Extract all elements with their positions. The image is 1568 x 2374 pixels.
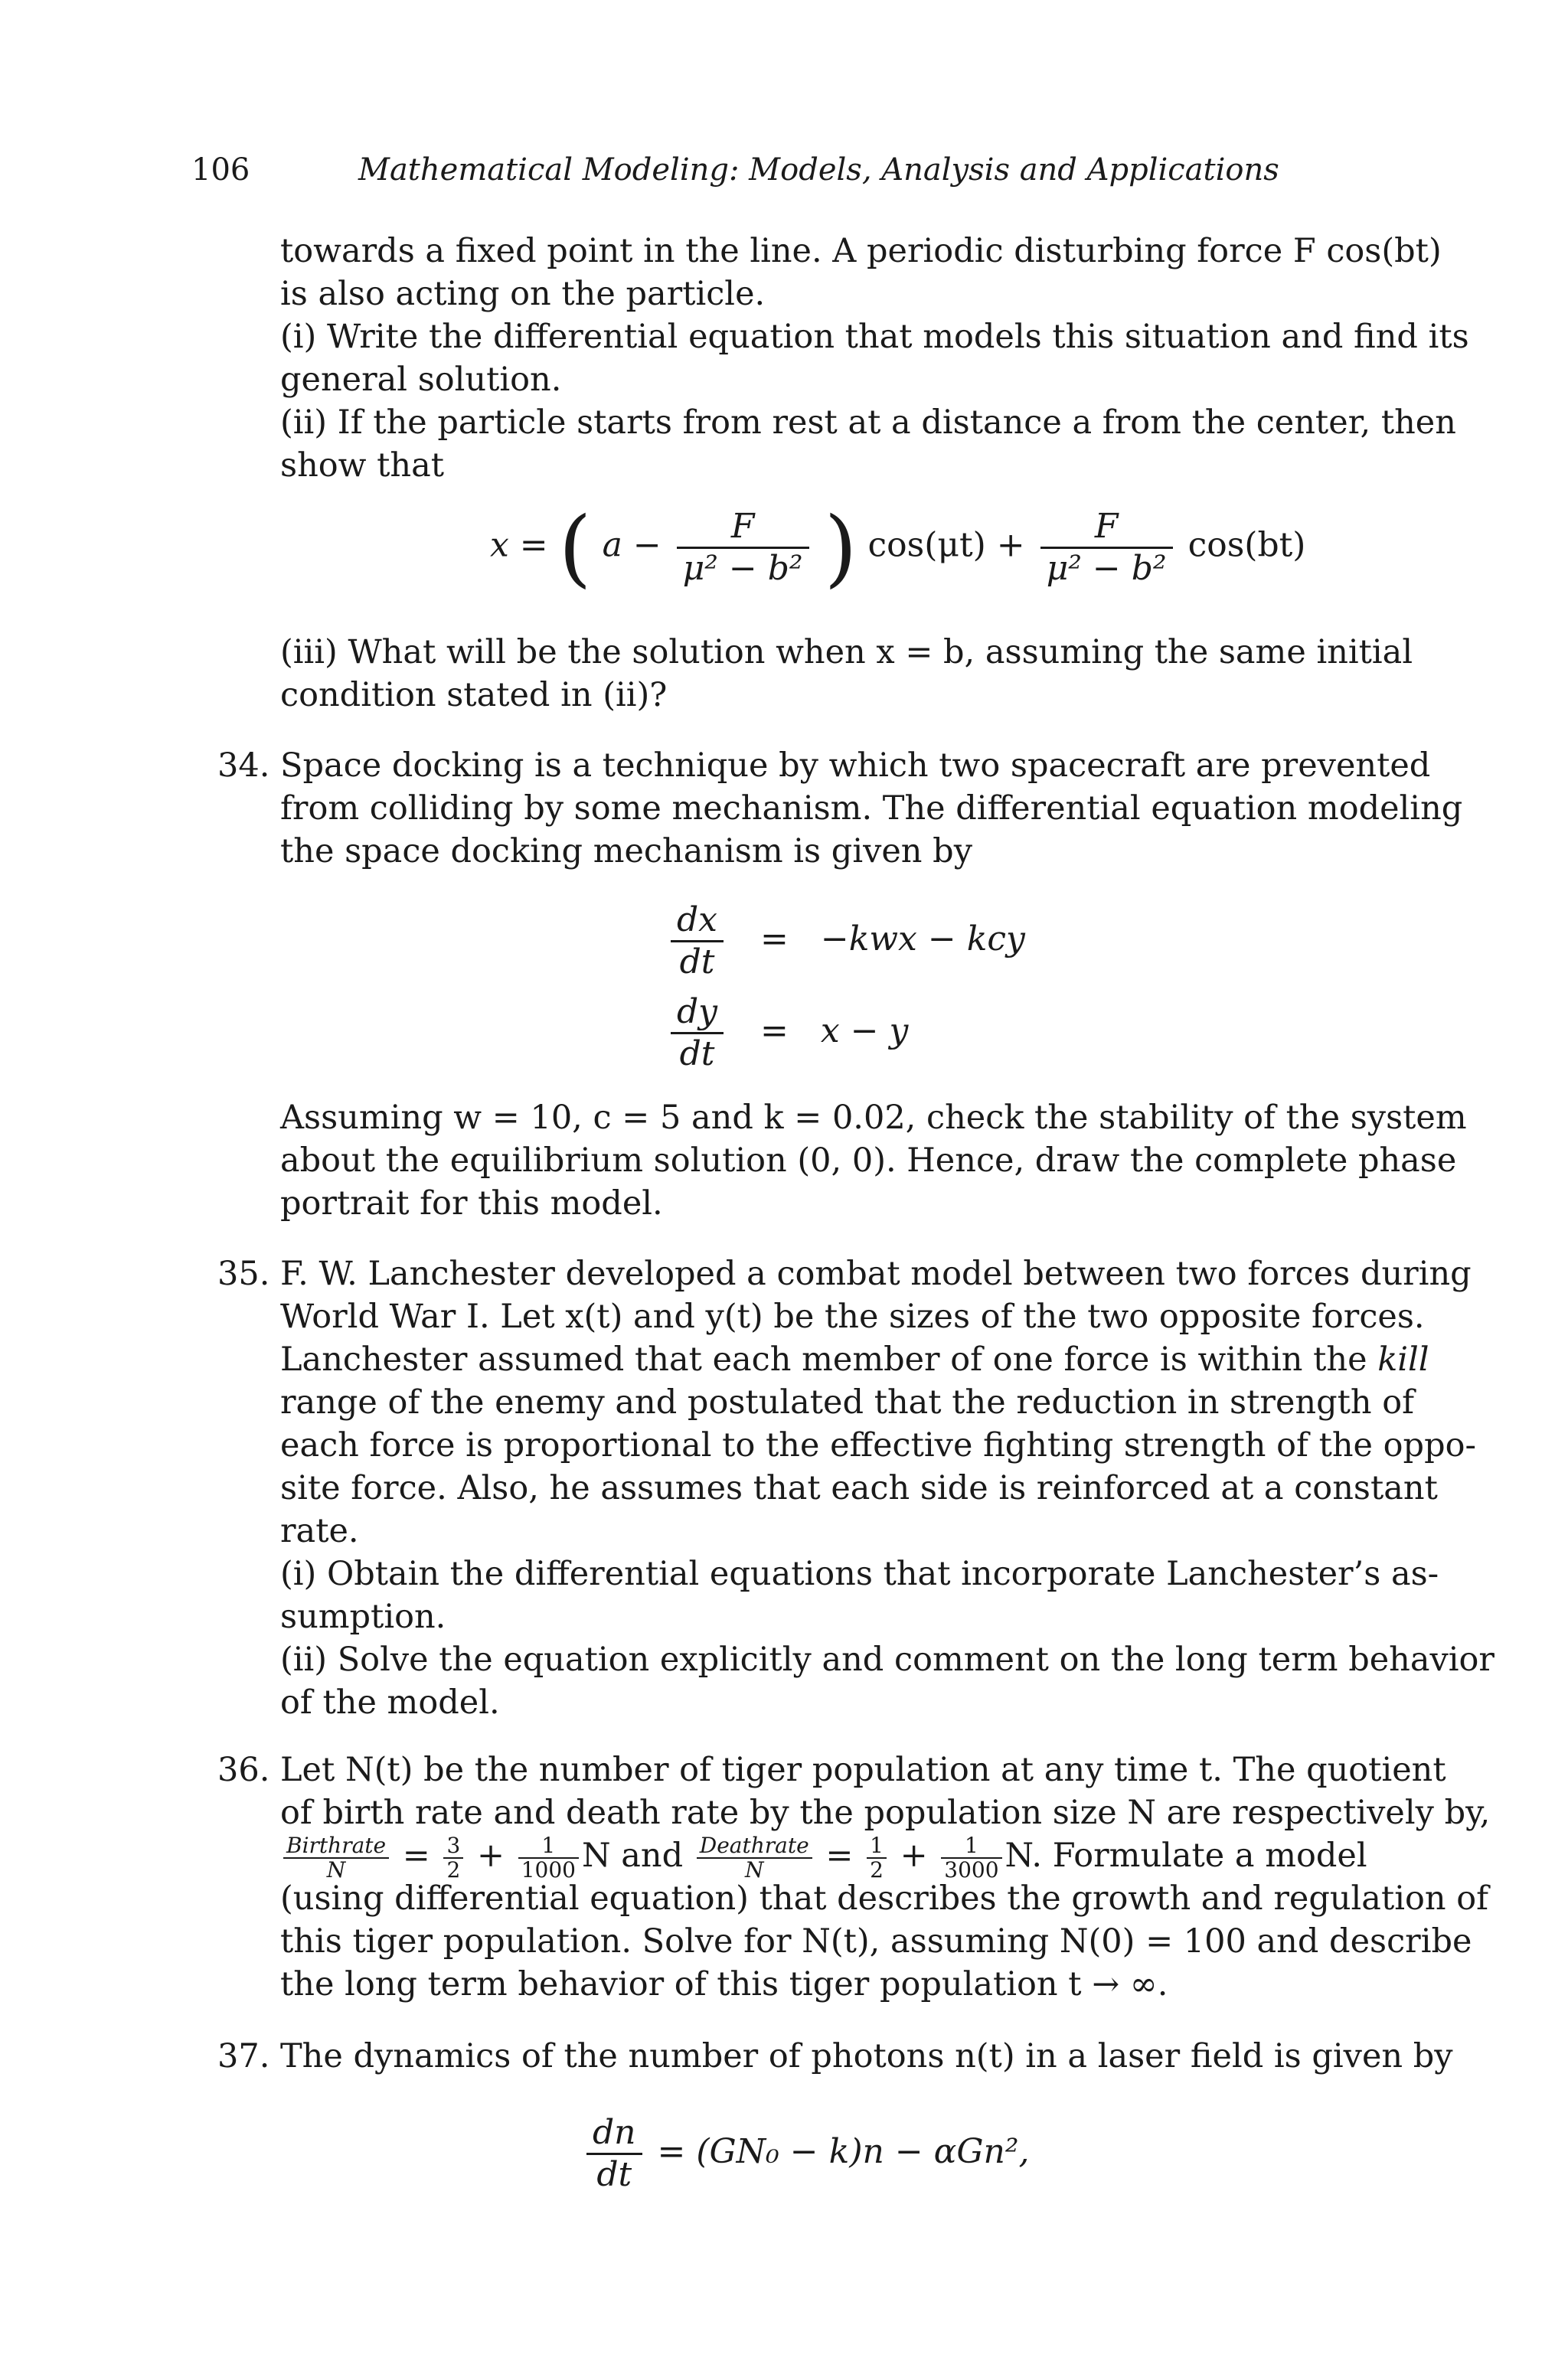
problem-number: 37. xyxy=(217,2037,270,2075)
eq-lhs: x = xyxy=(490,525,548,565)
fraction-numerator: dx xyxy=(671,900,724,942)
fraction-numerator: Birthrate xyxy=(283,1834,389,1859)
fraction-denominator: dt xyxy=(596,2155,632,2194)
fraction xyxy=(671,900,724,982)
fraction-numerator: 1 xyxy=(518,1834,579,1859)
fraction-numerator: F xyxy=(677,507,809,549)
fraction-denominator: 1000 xyxy=(521,1857,576,1883)
right-paren: ) xyxy=(824,498,858,596)
fraction-denominator: μ² − b² xyxy=(682,548,803,588)
fraction-denominator: 2 xyxy=(870,1857,884,1883)
problem-33-continued xyxy=(280,230,1469,487)
fraction xyxy=(867,1834,887,1882)
text-line: the long term behavior of this tiger population t → ∞. xyxy=(280,1965,1168,2003)
text-line: this tiger population. Solve for N(t), assuming N(0) = 100 and describe xyxy=(280,1922,1472,1961)
problem-number: 35. xyxy=(217,1255,270,1293)
equals-sign: = xyxy=(825,1837,854,1875)
text-fragment: N. Formulate a model xyxy=(1004,1837,1367,1875)
math-line xyxy=(280,1833,1396,1883)
problem-body xyxy=(280,1749,1491,2006)
plus-sign: + xyxy=(476,1837,505,1875)
equation-34-dx xyxy=(666,900,1025,982)
text-line: of birth rate and death rate by the population size N are respectively by, xyxy=(280,1794,1491,1832)
fraction-denominator: μ² − b² xyxy=(1046,548,1167,588)
text-line: sumption. xyxy=(280,1598,446,1636)
text-line: general solution. xyxy=(280,361,562,399)
fraction-denominator: 3000 xyxy=(944,1857,999,1883)
problem-34-after xyxy=(280,1096,1467,1225)
fraction-numerator: Deathrate xyxy=(697,1834,812,1859)
text-line: rate. xyxy=(280,1512,359,1550)
equals-sign: = xyxy=(402,1837,430,1875)
fraction xyxy=(677,507,809,589)
text-line: portrait for this model. xyxy=(280,1184,663,1223)
fraction-numerator: dn xyxy=(586,2113,642,2155)
problem-33-part-iii xyxy=(280,631,1413,717)
text-fragment: N and xyxy=(581,1837,684,1875)
text-line xyxy=(280,1338,1429,1381)
fraction-numerator: dy xyxy=(671,992,724,1034)
problem-body xyxy=(280,1252,1494,1724)
text-line: range of the enemy and postulated that the reduction in strength of xyxy=(280,1383,1415,1422)
text-line: (ii) If the particle starts from rest at a distance a from the center, then xyxy=(280,403,1456,442)
problem-body xyxy=(280,2035,1453,2078)
fraction xyxy=(283,1834,389,1882)
text-line: each force is proportional to the effective fighting strength of the oppo- xyxy=(280,1426,1477,1465)
text-line: the space docking mechanism is given by xyxy=(280,832,972,870)
equation-37 xyxy=(582,2113,1030,2195)
fraction-denominator: N xyxy=(326,1857,346,1883)
text-line: (i) Obtain the differential equations that incorporate Lanchester’s as- xyxy=(280,1555,1439,1593)
text-line: from colliding by some mechanism. The differential equation modeling xyxy=(280,789,1463,828)
fraction xyxy=(586,2113,642,2195)
text-line: World War I. Let x(t) and y(t) be the sizes of the two opposite forces. xyxy=(280,1298,1425,1336)
text-line: Let N(t) be the number of tiger population at any time t. The quotient xyxy=(280,1751,1446,1789)
text-line: about the equilibrium solution (0, 0). Hence, draw the complete phase xyxy=(280,1141,1457,1180)
fraction xyxy=(1040,507,1173,589)
emphasis-kill: kill xyxy=(1377,1340,1429,1379)
text-fragment: Lanchester assumed that each member of one force is within the xyxy=(280,1340,1367,1379)
eq-a-minus: a − xyxy=(602,525,662,565)
eq-rhs: = (GN₀ − k)n − αGn², xyxy=(657,2132,1030,2171)
equals-sign: = xyxy=(760,1011,789,1050)
fraction xyxy=(518,1834,579,1882)
equation-33 xyxy=(490,498,1306,596)
text-line: (using differential equation) that describes the growth and regulation of xyxy=(280,1879,1489,1918)
fraction-numerator: 3 xyxy=(443,1834,463,1859)
page-number: 106 xyxy=(191,152,250,188)
text-line: (ii) Solve the equation explicitly and comment on the long term behavior xyxy=(280,1641,1494,1679)
fraction-denominator: N xyxy=(744,1857,764,1883)
text-line: is also acting on the particle. xyxy=(280,275,766,313)
text-line: Space docking is a technique by which two spacecraft are prevented xyxy=(280,746,1431,785)
fraction xyxy=(443,1834,463,1882)
problem-number: 34. xyxy=(217,746,270,785)
eq-rhs: −kwx − kcy xyxy=(820,919,1025,958)
fraction xyxy=(671,992,724,1074)
fraction-denominator: 2 xyxy=(446,1857,461,1883)
text-line: show that xyxy=(280,446,445,485)
text-line: (i) Write the differential equation that models this situation and find its xyxy=(280,318,1469,356)
text-line: of the model. xyxy=(280,1683,500,1722)
fraction-denominator: dt xyxy=(679,1034,715,1073)
fraction xyxy=(697,1834,812,1882)
text-line: The dynamics of the number of photons n(t) in a laser field is given by xyxy=(280,2037,1453,2075)
equals-sign: = xyxy=(760,919,789,958)
fraction-numerator: F xyxy=(1040,507,1173,549)
fraction-denominator: dt xyxy=(679,942,715,981)
text-line: site force. Also, he assumes that each side is reinforced at a constant xyxy=(280,1469,1438,1507)
plus-sign: + xyxy=(900,1837,928,1875)
eq-rhs: x − y xyxy=(820,1011,909,1050)
eq-cos-bt: cos(bt) xyxy=(1187,525,1306,565)
fraction-numerator: 1 xyxy=(941,1834,1001,1859)
fraction-numerator: 1 xyxy=(867,1834,887,1859)
fraction xyxy=(941,1834,1001,1882)
problem-number: 36. xyxy=(217,1751,270,1789)
text-line: F. W. Lanchester developed a combat model between two forces during xyxy=(280,1255,1472,1293)
equation-34-dy xyxy=(666,992,908,1074)
eq-cos-mu-t: cos(μt) + xyxy=(867,525,1025,565)
text-line: condition stated in (ii)? xyxy=(280,676,668,714)
running-title: Mathematical Modeling: Models, Analysis and Applications xyxy=(358,152,1279,188)
text-line: towards a fixed point in the line. A periodic disturbing force F cos(bt) xyxy=(280,232,1442,270)
text-line: (iii) What will be the solution when x = b, assuming the same initial xyxy=(280,633,1413,671)
problem-body xyxy=(280,744,1463,873)
text-line: Assuming w = 10, c = 5 and k = 0.02, check the stability of the system xyxy=(280,1099,1467,1137)
left-paren: ( xyxy=(558,498,592,596)
